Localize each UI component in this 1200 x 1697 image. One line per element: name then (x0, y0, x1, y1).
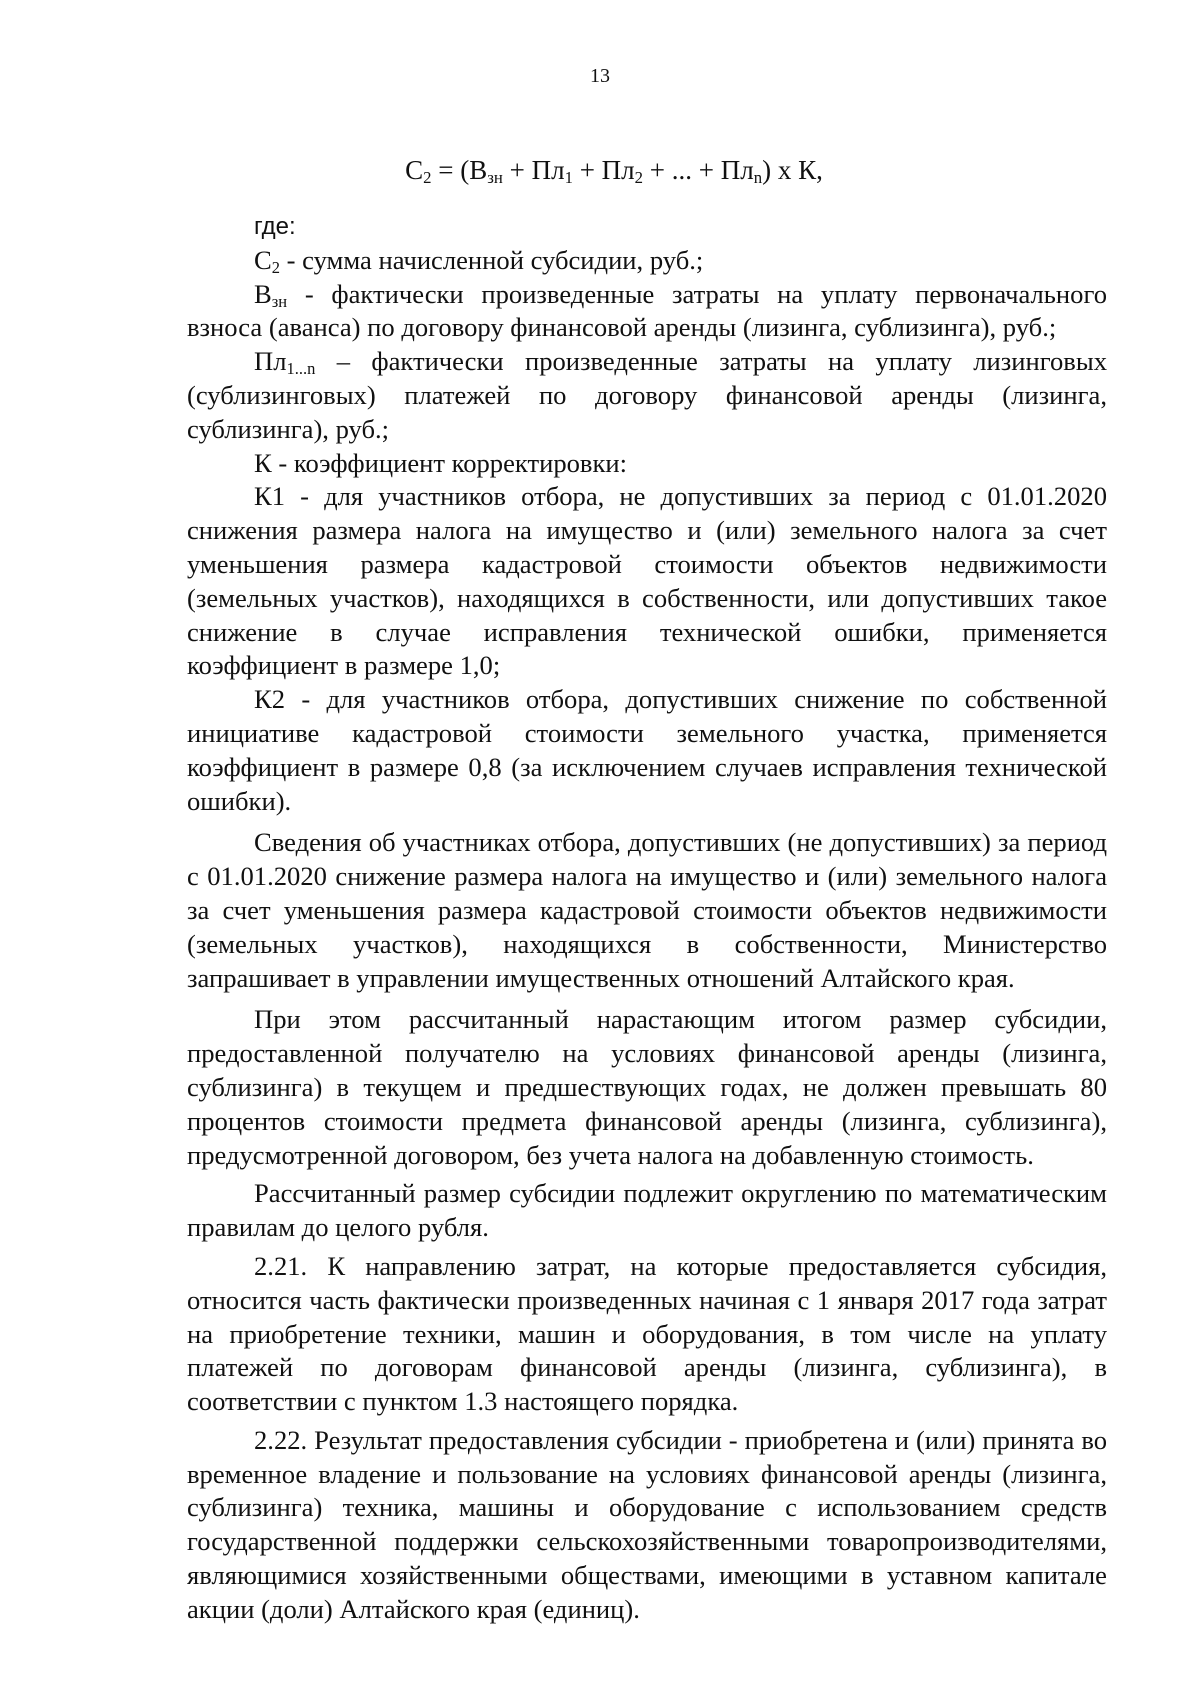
formula-term-n-subscript: n (753, 168, 763, 188)
definition-pl-symbol: Пл (254, 346, 287, 377)
formula-term-2: + Пл (572, 155, 635, 185)
paragraph-2-21: 2.21. К направлению затрат, на которые предоставляется субсидия, относится часть фактически произведенных начиная с 1 января 2017 года затрат на приобретение техники, машин и оборудования, в том числе на уплату платежей по договорам финансовой аренды (лизинга, сублизинга), в соответствии с пунктом 1.3 настоящего порядка. (187, 1250, 1107, 1417)
definition-c2-text: - сумма начисленной субсидии, руб.; (280, 244, 704, 275)
formula-term-n: + ... + Пл (643, 155, 754, 185)
definition-bzn-symbol: В (254, 278, 272, 309)
paragraph-limit: При этом рассчитанный нарастающим итогом размер субсидии, предоставленной получателю на условиях финансовой аренды (лизинга, сублизинга) в текущем и предшествующих годах, не должен превышать 80 процентов стоимости предмета финансовой аренды (лизинга, сублизинга), предусмотренной договором, без учета налога на добавленную стоимость. (187, 1004, 1107, 1170)
paragraph-2-22: 2.22. Результат предоставления субсидии - приобретена и (или) принята во временное владение и пользование на условиях финансовой аренды (лизинга, сублизинга) техника, машины и оборудование с использованием средств государственной поддержки сельскохозяйственными товаропроизводителями, являющимися хозяйственными обществами, имеющими в уставном капитале акции (доли) Алтайского края (единиц). (187, 1424, 1107, 1624)
formula-close: ) х К, (762, 155, 823, 185)
formula-term-1: + Пл (502, 155, 565, 185)
paragraph-rounding: Рассчитанный размер субсидии подлежит округлению по математическим правилам до целого рубля. (187, 1178, 1107, 1243)
definition-pl-subscript: 1...n (286, 359, 316, 379)
definition-c2-subscript: 2 (271, 257, 280, 277)
formula-term-1-subscript: 1 (564, 168, 573, 188)
definition-bzn (187, 278, 1107, 346)
definition-bzn-text: - фактически произведенные затраты на уплату первоначального взноса (аванса) по договору финансовой аренды (лизинга, сублизинга), руб.; (187, 278, 1107, 343)
definition-c2 (187, 244, 1107, 278)
definition-bzn-subscript: зн (271, 291, 288, 311)
page-number: 13 (590, 65, 610, 87)
formula-lhs: C (405, 155, 424, 185)
definition-k2: К2 - для участников отбора, допустивших снижение по собственной инициативе кадастровой стоимости земельного участка, применяется коэффициент в размере 0,8 (за исключением случаев исправления технической ошибки). (187, 684, 1107, 816)
formula-term-2-subscript: 2 (634, 168, 644, 188)
definition-c2-symbol: С (254, 244, 272, 275)
definition-k: К - коэффициент корректировки: (254, 447, 628, 478)
formula-open: = (В (431, 155, 488, 185)
definition-pl-text: – фактически произведенные затраты на уплату лизинговых (сублизинговых) платежей по договору финансовой аренды (лизинга, сублизинга), руб.; (187, 346, 1107, 444)
definition-k1: К1 - для участников отбора, не допустивших за период с 01.01.2020 снижения размера налога на имущество и (или) земельного налога за счет уменьшения размера кадастровой стоимости объектов недвижимости (земельных участков), находящихся в собственности, или допустивших такое снижение в случае исправления технической ошибки, применяется коэффициент в размере 1,0; (187, 481, 1107, 681)
subsidy-formula (0, 152, 1200, 188)
document-body (187, 210, 1107, 1627)
definition-pl (187, 345, 1107, 446)
formula-lhs-subscript: 2 (423, 168, 432, 188)
formula-b-subscript: зн (487, 168, 503, 188)
paragraph-info: Сведения об участниках отбора, допустивших (не допустивших) за период с 01.01.2020 снижение размера налога на имущество и (или) земельного налога за счет уменьшения размера кадастровой стоимости объектов недвижимости (земельных участков), находящихся в собственности, Министерство запрашивает в управлении имущественных отношений Алтайского края. (187, 827, 1107, 993)
where-label: где: (254, 213, 296, 240)
